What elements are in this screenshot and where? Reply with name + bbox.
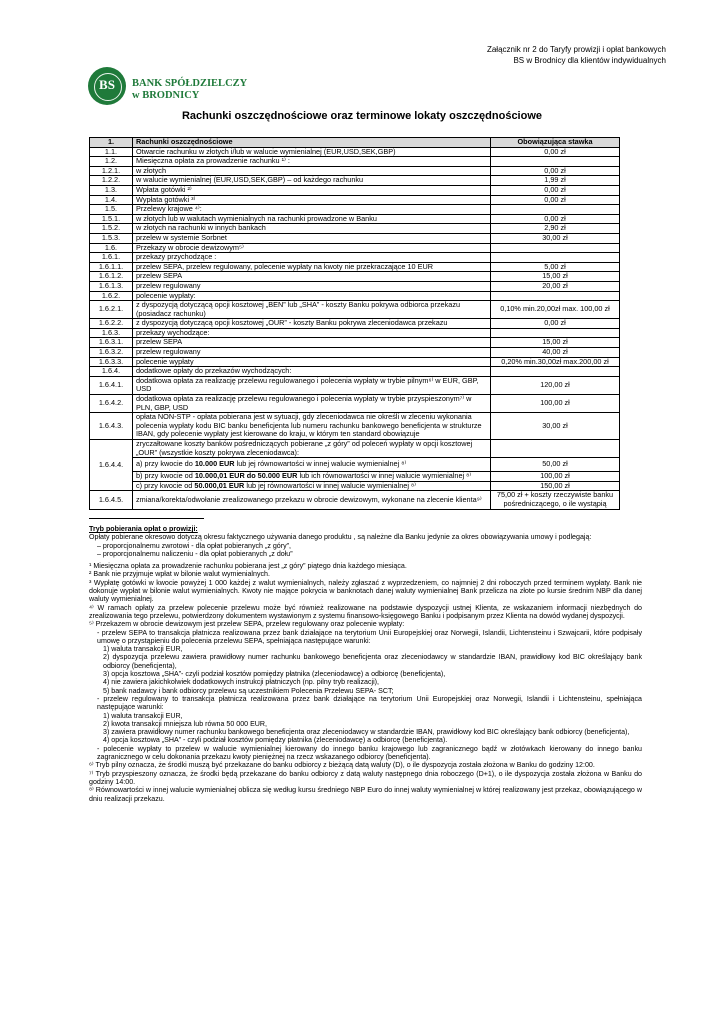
cell-description: Otwarcie rachunku w złotych i/lub w walucie wymienialnej (EUR,USD,SEK,GBP)	[133, 147, 491, 157]
cell-description: opłata NON-STP - opłata pobierana jest w sytuacji, gdy zleceniodawca nie określi w zleceniu wykonania polecenia wypłaty kodu BIC banku beneficjenta lub numeru rachunku bankowego beneficjenta w strukturze IBAN, gdy polecenie wypłaty jest kierowane do kraju, w którym ten standard obowiązuje	[133, 413, 491, 440]
cell-description	[133, 481, 491, 491]
tier-c-suffix: lub jej równowartości w innej walucie wymienialnej ⁸⁾	[244, 480, 416, 490]
footnote-sepa-condition: 5) bank nadawcy i bank odbiorcy przelewu są uczestnikiem Polecenia Przelewu SEPA- SCT;	[103, 686, 394, 695]
cell-code: 1.6.2.1.	[90, 301, 133, 319]
cell-rate: 20,00 zł	[491, 281, 620, 291]
cell-code: 1.2.1.	[90, 166, 133, 176]
footnote-sepa-condition: 3) opcja kosztowa „SHA”- czyli podział kosztów pomiędzy płatnika (zleceniodawcę) a odbiorcę (beneficjenta),	[103, 670, 446, 679]
footnote-7: ⁷⁾ Tryb przyspieszony oznacza, że środki będą przekazane do banku odbiorcy z datą waluty następnego dnia roboczego (D+1), o ile dyspozycja została złożona w Banku do godziny 14:00.	[89, 769, 642, 786]
table-header-row	[90, 138, 620, 148]
cell-rate: 0,20% min.30,00zł max.200,00 zł	[491, 357, 620, 367]
footnote-list-item: – proporcjonalnemu naliczeniu - dla opłat pobieranych „z dołu”	[97, 549, 293, 558]
footnote-regulated-condition: 1) waluta transakcji EUR,	[103, 711, 183, 720]
page-title: Rachunki oszczędnościowe oraz terminowe lokaty oszczędnościowe	[181, 110, 543, 122]
table-row	[90, 319, 620, 329]
cell-rate: 2,90 zł	[491, 224, 620, 234]
footnote-regulated: - przelew regulowany to transakcja płatnicza realizowana przez bank działające na terytorium Unii Europejskiej oraz Norwegii, Islandii i Lichtensteinu, spełniająca następujące warunki:	[97, 694, 642, 712]
cell-rate	[491, 440, 620, 458]
cell-description: Miesięczna opłata za prowadzenie rachunku ¹⁾ :	[133, 157, 491, 167]
cell-rate: 0,00 zł	[491, 147, 620, 157]
logo-line-2: w BRODNICY	[132, 90, 200, 101]
header-note-line-1: Załącznik nr 2 do Taryfy prowizji i opłat bankowych	[486, 45, 666, 54]
table-row	[90, 440, 620, 458]
column-header-service: Rachunki oszczędnościowe	[133, 138, 491, 148]
cell-code: 1.5.2.	[90, 224, 133, 234]
cell-description: polecenie wypłaty:	[133, 291, 491, 301]
cell-rate: 15,00 zł	[491, 272, 620, 282]
tier-c-prefix: c) przy kwocie od	[136, 480, 195, 490]
cell-description: dodatkowe opłaty do przekazów wychodzących:	[133, 367, 491, 377]
table-row	[90, 224, 620, 234]
footnote-regulated-condition: 3) zawiera prawidłowy numer rachunku bankowego beneficjenta oraz zleceniodawcy w standardzie IBAN, prawidłowy kod BIC określający bank odbiorcy (beneficjenta),	[103, 728, 630, 737]
cell-rate: 75,00 zł + koszty rzeczywiste banku pośredniczącego, o ile wystąpią	[491, 491, 620, 509]
cell-rate	[491, 291, 620, 301]
footnote-sepa-condition: 2) dyspozycja przelewu zawiera prawidłowy numer rachunku bankowego beneficjenta oraz zleceniodawcy w standardzie IBAN, prawidłowy kod BIC określający bank odbiorcy (beneficjenta),	[103, 653, 642, 670]
cell-description: z dyspozycją dotyczącą opcji kosztowej „BEN” lub „SHA” - koszty Banku pokrywa odbiorca przekazu (posiadacz rachunku)	[133, 301, 491, 319]
cell-rate: 0,00 zł	[491, 319, 620, 329]
cell-rate: 0,00 zł	[491, 166, 620, 176]
footnote-payment-order: - polecenie wypłaty to przelew w walucie wymienialnej kierowany do innego banku krajowego lub zagranicznego bądź w złotówkach kierowany do innego banku zagranicznego w celu dokonania przekazu kwoty pieniężnej na rzecz wskazanego odbiorcy (beneficjenta).	[97, 744, 642, 762]
table-row	[90, 395, 620, 413]
table-row	[90, 491, 620, 509]
cell-description: w złotych na rachunki w innych bankach	[133, 224, 491, 234]
table-row	[90, 281, 620, 291]
cell-rate: 40,00 zł	[491, 348, 620, 358]
cell-code: 1.6.1.3.	[90, 281, 133, 291]
cell-rate	[491, 253, 620, 263]
cell-description: przelew regulowany	[133, 348, 491, 358]
cell-code: 1.1.	[90, 147, 133, 157]
cell-description: Przelewy krajowe ⁴⁾:	[133, 205, 491, 215]
document-header-note	[487, 44, 666, 66]
table-row	[90, 348, 620, 358]
bank-logo	[88, 67, 248, 107]
tier-c-amount: 50.000,01 EUR	[194, 480, 245, 490]
cell-code: 1.3.	[90, 185, 133, 195]
footnote-2: ² Bank nie przyjmuje wpłat w bilonie walut wymienialnych.	[89, 570, 270, 579]
header-note-line-2: BS w Brodnicy dla klientów indywidualnych	[513, 56, 666, 65]
cell-rate: 15,00 zł	[491, 338, 620, 348]
cell-code: 1.6.4.2.	[90, 395, 133, 413]
logo-initials: BS	[99, 77, 115, 92]
cell-code: 1.6.4.3.	[90, 413, 133, 440]
cell-code: 1.6.4.4.	[90, 440, 133, 491]
cell-description: Przekazy w obrocie dewizowym⁵⁾	[133, 243, 491, 253]
cell-description: z dyspozycją dotyczącą opcji kosztowej „OUR” - koszty Banku pokrywa zleceniodawca przekazu	[133, 319, 491, 329]
cell-code: 1.6.	[90, 243, 133, 253]
cell-description: przekazy wychodzące:	[133, 328, 491, 338]
cell-description: przelew w systemie Sorbnet	[133, 233, 491, 243]
footnote-title: Tryb pobierania opłat o prowizji:	[89, 525, 198, 533]
cell-description: zryczałtowane koszty banków pośredniczących pobierane „z góry” od poleceń wypłaty w opcji kosztowej „OUR” (wszystkie koszty pokrywa zleceniodawca):	[133, 440, 491, 458]
footnote-regulated-condition: 4) opcja kosztowa „SHA” - czyli podział kosztów pomiędzy płatnika (zleceniodawcę) a odbiorcę (beneficjenta).	[103, 736, 448, 745]
cell-rate: 30,00 zł	[491, 413, 620, 440]
cell-code: 1.6.1.1.	[90, 262, 133, 272]
logo-line-1: BANK SPÓŁDZIELCZY	[132, 78, 248, 89]
table-row	[90, 185, 620, 195]
footnote-intro: Opłaty pobierane okresowo dotyczą okresu faktycznego używania danego produktu , są należne dla Banku jedynie za okres obowiązywania umowy i podlegają:	[89, 533, 592, 542]
cell-description: Wypłata gotówki ³⁾	[133, 195, 491, 205]
footnotes	[89, 518, 642, 803]
footnote-list-item: – proporcjonalnemu zwrotowi - dla opłat pobieranych „z góry”,	[97, 541, 291, 550]
footnote-3: ³ Wypłatę gotówki w kwocie powyżej 1 000 każdej z walut wymienialnych, należy zgłaszać z wyprzedzeniem, co najmniej 2 dni roboczych przed terminem wypłaty. Bank nie dokonuje wypłat w bilonie walut wymienialnych. Kwoty nie mające pokrycia w banknotach danej waluty wymienialnej Bank przelicza na złote po kursie średnim NBP dla danej waluty wymienialnej.	[89, 578, 642, 604]
cell-code: 1.6.3.	[90, 328, 133, 338]
tier-b-amount: 10.000,01 EUR do 50.000 EUR	[194, 471, 298, 481]
footnote-1: ¹ Miesięczna opłata za prowadzenie rachunku pobierana jest „z góry” piątego dnia każdego miesiąca.	[89, 562, 407, 571]
cell-rate: 100,00 zł	[491, 395, 620, 413]
column-header-number: 1.	[90, 138, 133, 148]
table-row	[90, 157, 620, 167]
cell-description: przelew SEPA, przelew regulowany, polecenie wypłaty na kwoty nie przekraczające 10 EUR	[133, 262, 491, 272]
cell-code: 1.5.	[90, 205, 133, 215]
cell-rate: 120,00 zł	[491, 376, 620, 394]
cell-code: 1.6.2.	[90, 291, 133, 301]
cell-code: 1.6.4.	[90, 367, 133, 377]
footnote-sepa-condition: 1) waluta transakcji EUR,	[103, 645, 183, 654]
footnote-8: ⁸⁾ Równowartości w innej walucie wymienialnej oblicza się według kursu średniego NBP Euro do innej waluty wymienialnej w której realizowany jest przekaz, obowiązującego w dniu realizacji przekazu.	[89, 786, 642, 803]
tier-b-suffix: lub ich równowartości w innej walucie wymienialnej ⁸⁾	[297, 471, 472, 481]
cell-description: w walucie wymienialnej (EUR,USD,SEK,GBP) – od każdego rachunku	[133, 176, 491, 186]
cell-code: 1.5.1.	[90, 214, 133, 224]
cell-description: przelew SEPA	[133, 272, 491, 282]
footnote-4: ⁴⁾ W ramach opłaty za przelew polecenie przelewu może być również realizowane na podstawie dyspozycji ustnej Klienta, ze wskazaniem informacji niezbędnych do zrealizowania tego przelewu, potwierdzony dokumentem wystawionym z systemu finansowo-księgowego Banku i podpisanym przez Klienta na dowód wydanej dyspozycji.	[89, 603, 642, 620]
cell-description: przelew SEPA	[133, 338, 491, 348]
cell-code: 1.5.3.	[90, 233, 133, 243]
cell-rate	[491, 205, 620, 215]
cell-rate: 0,10% min.20,00zł max. 100,00 zł	[491, 301, 620, 319]
cell-rate: 1,99 zł	[491, 176, 620, 186]
cell-rate: 0,00 zł	[491, 214, 620, 224]
fee-table	[89, 137, 620, 510]
cell-description: dodatkowa opłata za realizację przelewu regulowanego i polecenia wypłaty w trybie pilnym⁶⁾ w EUR, GBP, USD	[133, 376, 491, 394]
cell-rate: 150,00 zł	[491, 481, 620, 491]
tier-a-amount: 10.000 EUR	[194, 459, 235, 469]
cell-description: w złotych lub w walutach wymienialnych na rachunki prowadzone w Banku	[133, 214, 491, 224]
table-row	[90, 367, 620, 377]
footnote-sepa: - przelew SEPA to transakcja płatnicza realizowana przez bank działające na terytorium Unii Europejskiej oraz Norwegii, Islandii, Lichtensteinu i Szwajcarii, które podpisały umowę o przystąpieniu do polecenia przelewu SEPA, spełniająca następujące warunki:	[97, 628, 642, 645]
footnote-divider	[89, 518, 204, 519]
cell-description: polecenie wypłaty	[133, 357, 491, 367]
table-row	[90, 301, 620, 319]
cell-rate	[491, 367, 620, 377]
table-row	[90, 376, 620, 394]
cell-description: w złotych	[133, 166, 491, 176]
cell-rate: 0,00 zł	[491, 195, 620, 205]
table-row	[90, 413, 620, 440]
cell-rate: 0,00 zł	[491, 185, 620, 195]
footnote-5: ⁵⁾ Przekazem w obrocie dewizowym jest przelew SEPA, przelew regulowany oraz polecenie wypłaty:	[89, 620, 405, 629]
cell-code: 1.6.2.2.	[90, 319, 133, 329]
cell-code: 1.6.3.2.	[90, 348, 133, 358]
column-header-rate: Obowiązująca stawka	[491, 138, 620, 148]
cell-code: 1.4.	[90, 195, 133, 205]
table-row	[90, 272, 620, 282]
cell-rate: 5,00 zł	[491, 262, 620, 272]
cell-code: 1.6.1.2.	[90, 272, 133, 282]
cell-rate: 50,00 zł	[491, 458, 620, 472]
cell-code: 1.6.4.5.	[90, 491, 133, 509]
table-row	[90, 205, 620, 215]
cell-code: 1.6.4.1.	[90, 376, 133, 394]
footnote-6: ⁶⁾ Tryb pilny oznacza, że środki muszą być przekazane do banku odbiorcy z bieżącą datą waluty (D), o ile dyspozycja została złożona w Banku do godziny 12:00.	[89, 761, 595, 770]
cell-description: przekazy przychodzące :	[133, 253, 491, 263]
cell-code: 1.6.1.	[90, 253, 133, 263]
table-row	[90, 253, 620, 263]
tier-a-suffix: lub jej równowartości w innej walucie wymienialnej ⁸⁾	[234, 459, 407, 469]
cell-code: 1.6.3.1.	[90, 338, 133, 348]
cell-code: 1.2.2.	[90, 176, 133, 186]
footnote-regulated-condition: 2) kwota transakcji mniejsza lub równa 50 000 EUR,	[103, 719, 268, 728]
footnote-sepa-condition: 4) nie zawiera jakichkolwiek dodatkowych instrukcji płatniczych (np. pilny tryb realizacji),	[103, 678, 379, 687]
table-row	[90, 233, 620, 243]
cell-description: dodatkowa opłata za realizację przelewu regulowanego i polecenia wypłaty w trybie przyspieszonym⁷⁾ w PLN, GBP, USD	[133, 395, 491, 413]
fee-table-tail	[90, 440, 620, 510]
tier-a-prefix: a) przy kwocie do	[136, 459, 195, 469]
cell-description: Wpłata gotówki ²⁾	[133, 185, 491, 195]
cell-description	[133, 458, 491, 472]
cell-description: zmiana/korekta/odwołanie zrealizowanego przekazu w obrocie dewizowym, wykonane na zlecenie klienta⁹⁾	[133, 491, 491, 509]
cell-rate	[491, 243, 620, 253]
cell-rate: 100,00 zł	[491, 472, 620, 482]
cell-description: przelew regulowany	[133, 281, 491, 291]
table-row	[90, 458, 620, 472]
cell-code: 1.6.3.3.	[90, 357, 133, 367]
cell-rate: 30,00 zł	[491, 233, 620, 243]
cell-rate	[491, 157, 620, 167]
fee-table-body	[90, 147, 620, 439]
tier-b-prefix: b) przy kwocie od	[136, 471, 195, 481]
logo-bank-name	[132, 78, 247, 102]
cell-code: 1.2.	[90, 157, 133, 167]
